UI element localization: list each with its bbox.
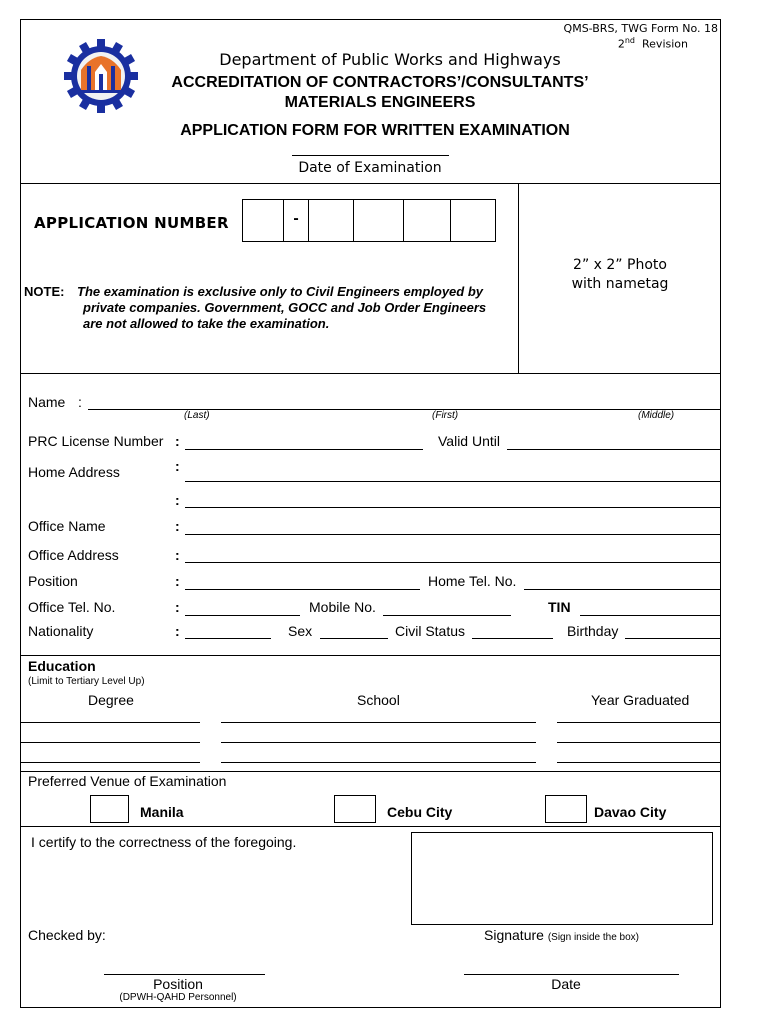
divider-personal	[20, 655, 721, 656]
signature-label	[484, 927, 639, 943]
prc-license-label: PRC License Number	[28, 433, 164, 449]
office-tel-colon: :	[175, 599, 180, 615]
divider-header	[20, 183, 721, 184]
checked-by-label: Checked by:	[28, 927, 106, 943]
nationality-colon: :	[175, 623, 180, 639]
mobile-label: Mobile No.	[309, 599, 376, 615]
school-field-1[interactable]	[221, 722, 536, 723]
venue-cebu-checkbox[interactable]	[334, 795, 376, 823]
divider-venue	[20, 826, 721, 827]
app-number-box-3[interactable]	[353, 199, 404, 242]
form-code	[560, 22, 718, 51]
name-last-hint: (Last)	[184, 410, 210, 421]
office-address-colon: :	[175, 547, 180, 563]
home-address-field-2[interactable]	[185, 507, 721, 508]
department-name: Department of Public Works and Highways	[219, 50, 561, 69]
name-colon: :	[78, 394, 82, 410]
degree-header: Degree	[88, 692, 134, 708]
position-field[interactable]	[185, 589, 420, 590]
certify-text: I certify to the correctness of the foregoing.	[31, 834, 297, 850]
home-address-colon-1: :	[175, 458, 180, 474]
valid-until-label: Valid Until	[438, 433, 500, 449]
note-text	[77, 284, 517, 332]
valid-until-field[interactable]	[507, 449, 721, 450]
note-label: NOTE:	[24, 284, 65, 299]
divider-application	[20, 373, 721, 374]
divider-education	[20, 771, 721, 772]
home-tel-field[interactable]	[524, 589, 721, 590]
photo-line-1: 2” x 2” Photo	[573, 257, 667, 273]
app-number-box-1[interactable]	[242, 199, 284, 242]
name-label: Name	[28, 394, 66, 410]
venue-davao-label: Davao City	[594, 804, 667, 820]
sex-label: Sex	[288, 623, 313, 639]
prc-license-field[interactable]	[185, 449, 423, 450]
signature-text: Signature	[484, 927, 544, 943]
venue-manila-checkbox[interactable]	[90, 795, 129, 823]
note-line-2: private companies. Government, GOCC and Job Order Engineers	[83, 300, 487, 315]
office-name-colon: :	[175, 518, 180, 534]
revision-sup: nd	[624, 36, 636, 45]
venue-davao-checkbox[interactable]	[545, 795, 587, 823]
venue-manila-label: Manila	[140, 804, 184, 820]
title-line-2: MATERIALS ENGINEERS	[284, 94, 476, 111]
year-field-1[interactable]	[557, 722, 721, 723]
home-address-colon-2: :	[175, 492, 180, 508]
note-line-3: are not allowed to take the examination.	[83, 316, 330, 331]
office-address-field[interactable]	[185, 562, 721, 563]
date-of-exam-label: Date of Examination	[298, 160, 442, 176]
photo-placeholder[interactable]	[519, 256, 721, 294]
position-note: (DPWH-QAHD Personnel)	[119, 992, 237, 1003]
app-number-dash-box	[283, 199, 309, 242]
nationality-label: Nationality	[28, 623, 94, 639]
tin-label: TIN	[548, 599, 571, 615]
education-subtitle: (Limit to Tertiary Level Up)	[28, 676, 145, 687]
position-sign-line[interactable]	[104, 974, 265, 975]
school-field-3[interactable]	[221, 762, 536, 763]
position-label: Position	[28, 573, 78, 589]
form-code-line: QMS-BRS, TWG Form No. 18	[563, 22, 718, 35]
name-field[interactable]	[88, 409, 721, 410]
revision-text: Revision	[642, 37, 688, 51]
venue-label: Preferred Venue of Examination	[28, 773, 227, 789]
civil-status-label: Civil Status	[395, 623, 466, 639]
title-line-1: ACCREDITATION OF CONTRACTORS’/CONSULTANTS’	[171, 74, 589, 91]
office-name-label: Office Name	[28, 518, 106, 534]
app-number-dash: -	[293, 210, 299, 227]
tin-field[interactable]	[580, 615, 721, 616]
name-first-hint: (First)	[432, 410, 459, 421]
note-line-1: The examination is exclusive only to Civil Engineers employed by	[77, 284, 484, 299]
signature-note: (Sign inside the box)	[547, 932, 639, 943]
birthday-label: Birthday	[567, 623, 619, 639]
mobile-field[interactable]	[383, 615, 511, 616]
app-number-box-5[interactable]	[450, 199, 496, 242]
home-tel-label: Home Tel. No.	[428, 573, 517, 589]
app-number-box-2[interactable]	[308, 199, 354, 242]
birthday-field[interactable]	[625, 638, 721, 639]
degree-field-3[interactable]	[20, 762, 200, 763]
name-middle-hint: (Middle)	[638, 410, 675, 421]
office-tel-field[interactable]	[185, 615, 300, 616]
degree-field-1[interactable]	[20, 722, 200, 723]
year-field-3[interactable]	[557, 762, 721, 763]
venue-cebu-label: Cebu City	[387, 804, 453, 820]
application-number-label: APPLICATION NUMBER	[34, 214, 229, 232]
education-title: Education	[28, 658, 96, 674]
revision-number: 2	[617, 37, 625, 51]
date-caption: Date	[551, 976, 581, 992]
school-header: School	[357, 692, 400, 708]
office-address-label: Office Address	[28, 547, 119, 563]
civil-status-field[interactable]	[472, 638, 553, 639]
sex-field[interactable]	[320, 638, 388, 639]
year-graduated-header: Year Graduated	[591, 692, 690, 708]
dpwh-seal-icon	[62, 37, 140, 115]
degree-field-2[interactable]	[20, 742, 200, 743]
revision-line	[560, 36, 718, 51]
office-tel-label: Office Tel. No.	[28, 599, 116, 615]
prc-colon: :	[175, 433, 180, 449]
office-name-field[interactable]	[185, 534, 721, 535]
position-colon: :	[175, 573, 180, 589]
school-field-2[interactable]	[221, 742, 536, 743]
app-number-box-4[interactable]	[403, 199, 451, 242]
position-caption: Position	[153, 976, 203, 992]
date-of-exam-line[interactable]	[292, 155, 449, 156]
home-address-label: Home Address	[28, 464, 120, 480]
photo-line-2: with nametag	[571, 276, 669, 292]
home-address-field-1[interactable]	[185, 481, 721, 482]
nationality-field[interactable]	[185, 638, 271, 639]
form-title: APPLICATION FORM FOR WRITTEN EXAMINATION	[180, 122, 570, 139]
signature-box[interactable]	[411, 832, 713, 925]
date-sign-line[interactable]	[464, 974, 679, 975]
year-field-2[interactable]	[557, 742, 721, 743]
